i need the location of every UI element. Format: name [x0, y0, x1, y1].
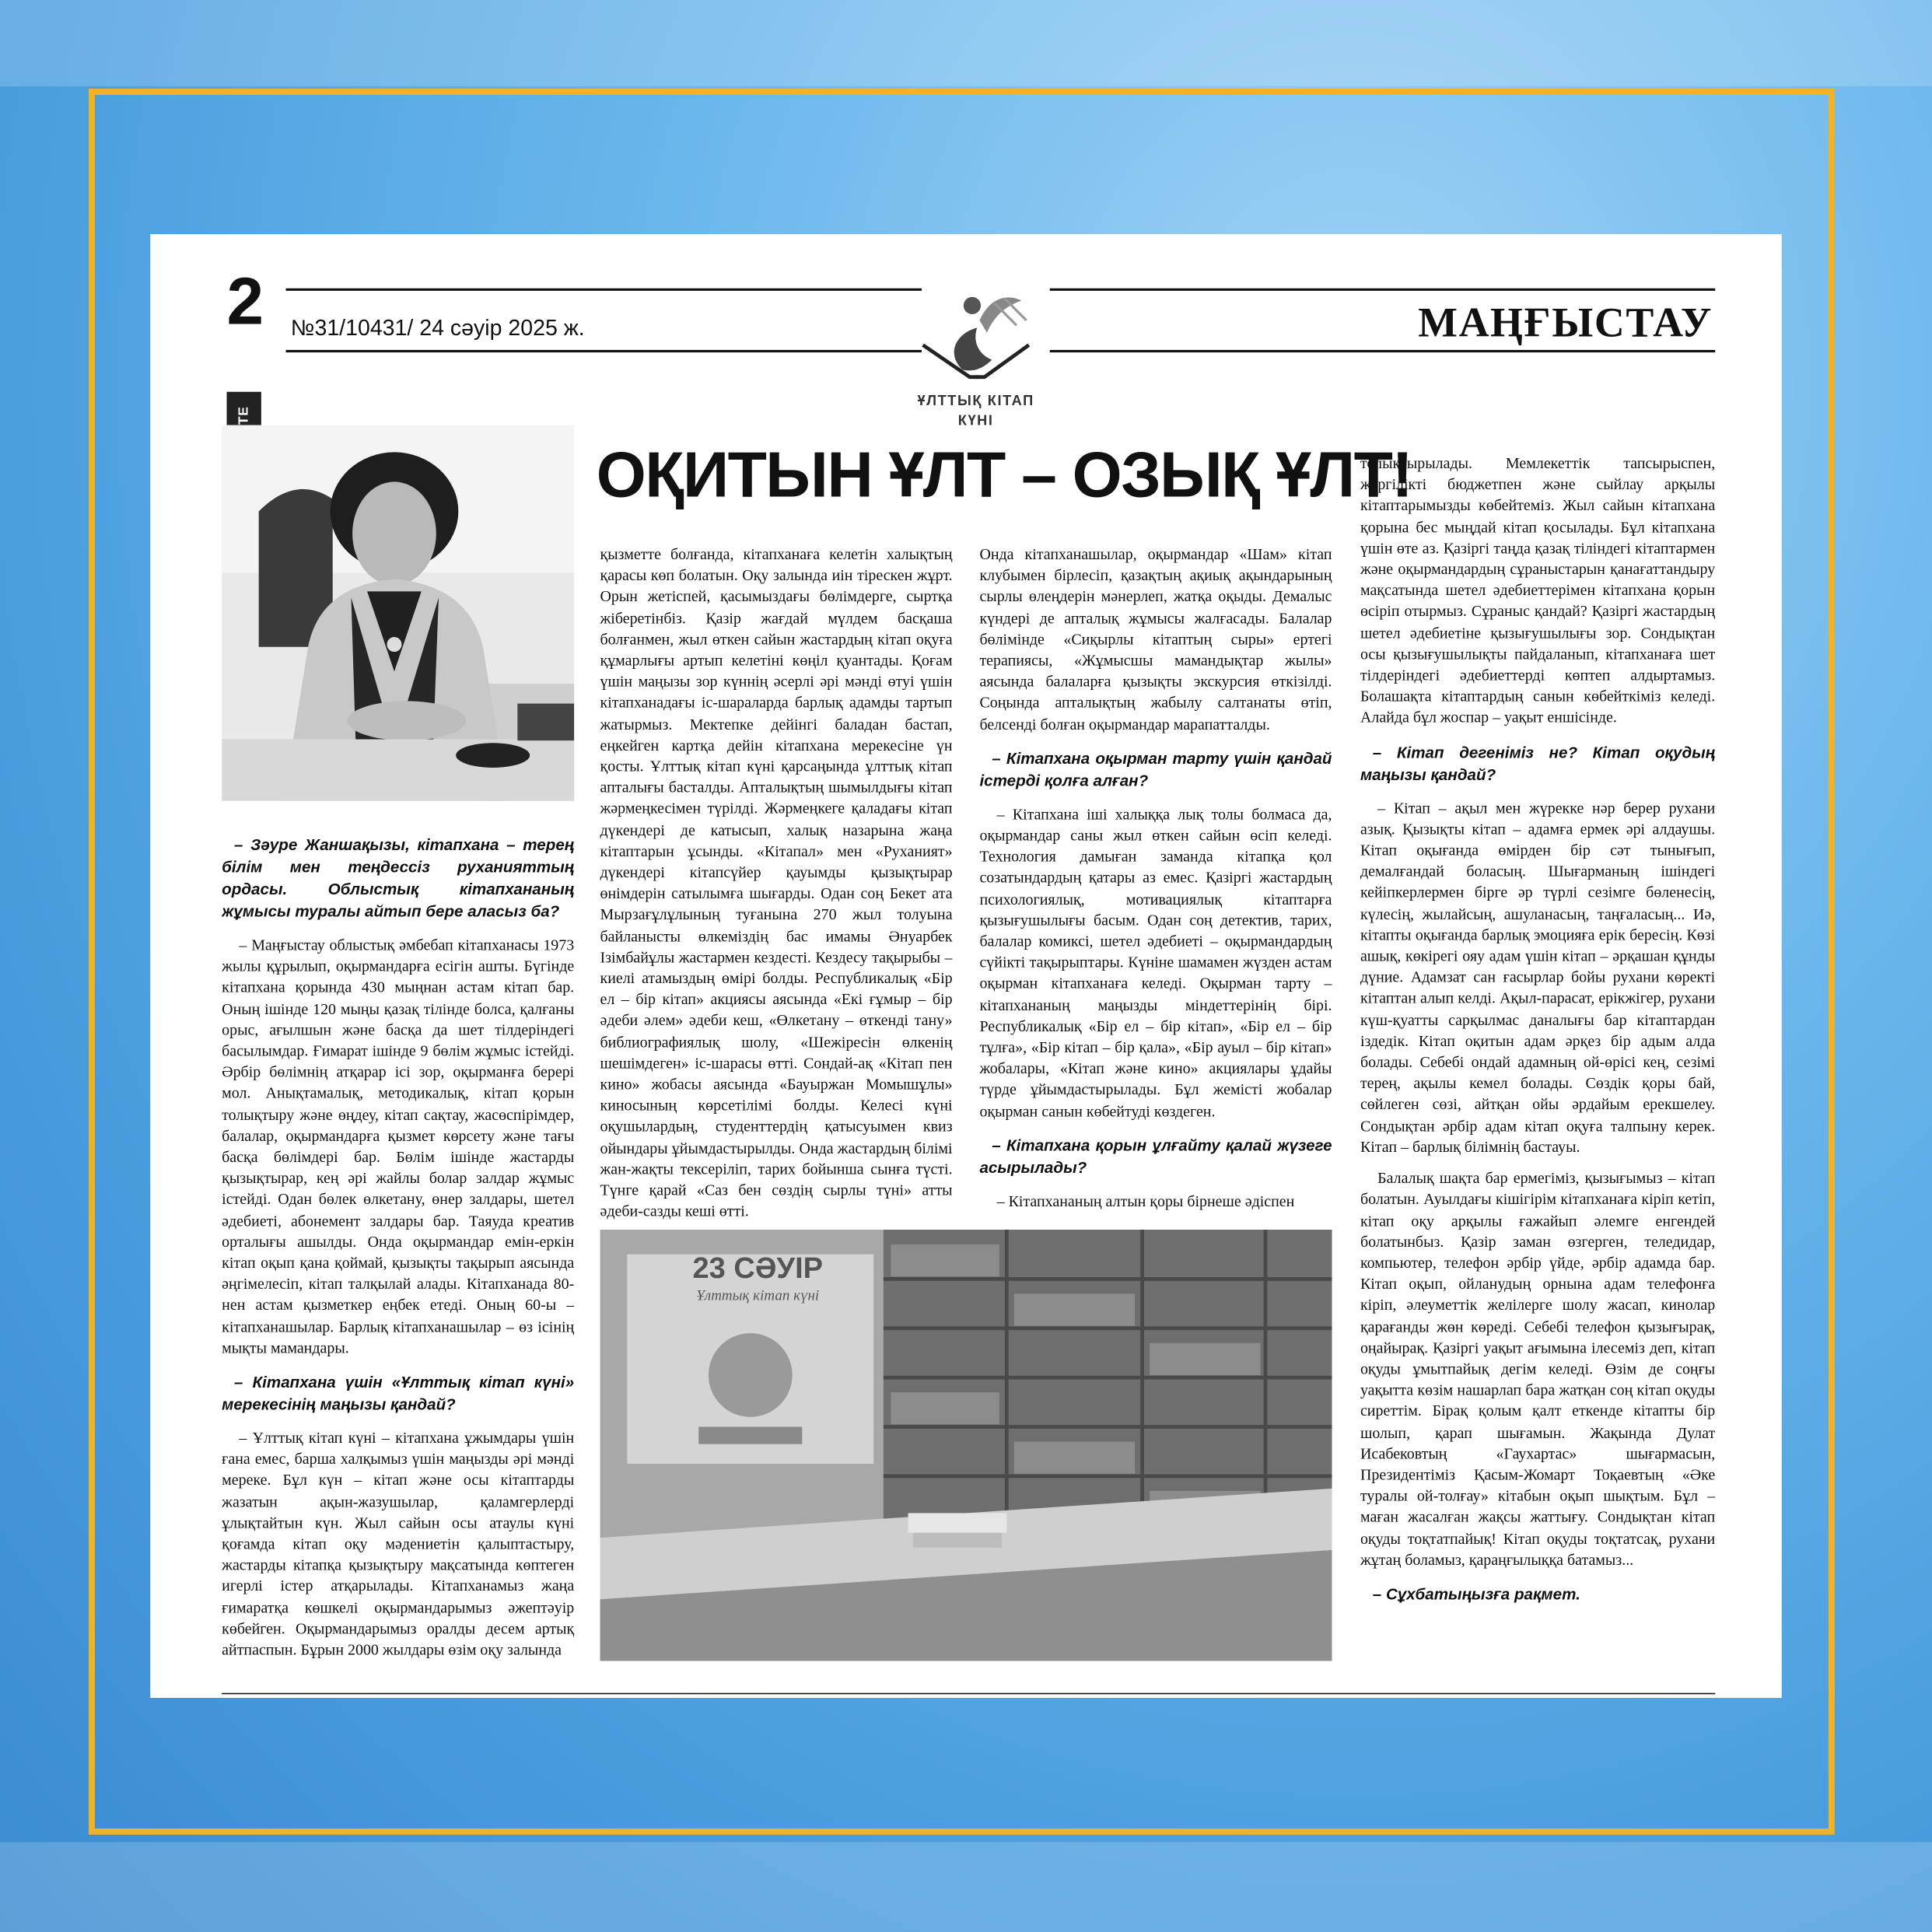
headline: ОҚИТЫН ҰЛТ – ОЗЫҚ ҰЛТ!: [596, 439, 1412, 512]
paragraph: Онда кітапханашылар, оқырмандар «Шам» кітап клубымен бірлесіп, қазақтың ақиық ақындарының сырлы өлеңдерін мәнерлеп, жатқа оқыды. Демалыс күндері де апталық жұмысы жалғасады. Балалар бөлімінде «Сиқырлы кітаптың сыры» ертегі терапиясы, «Жұмысшы мамандықтар жылы» аясында балаларға қызықты экскурсия өткізілді. Соңында апталықтың жабылу салтанаты өтіп, белсенді болған оқырмандар марапатталды.: [979, 545, 1332, 733]
background-haze: [0, 0, 1932, 86]
logo-line-1: ҰЛТТЫҚ КІТАП: [917, 394, 1034, 409]
issue-line: №31/10431/ 24 сәуір 2025 ж.: [290, 315, 585, 341]
newspaper-page: [150, 234, 1781, 1698]
poster-title: 23 СӘУІР: [692, 1251, 824, 1286]
background-haze: [0, 1842, 1932, 1932]
paragraph: – Кітапхана іші халыққа лық толы болмаса да, оқырмандар саны жыл өткен сайын өсіп келеді. Технология дамыған заманда кітапқа қол созатындардың қатары аз емес. Қазіргі жастардың психологиялық, мотивациялық кітаптарға қызығушылығы басым. Одан соң детектив, тарих, балалар комиксі, шетел әдебиеті – оқырмандардың сүйікті тақырыптары. Күніне шамамен жүзден астам оқырман кітапханаға келеді. Оқырман тарту – кітапхананың маңызды міндеттерінің бірі. Республикалық «Бір ел – бір кітап», «Бір ел – бір тұлға», «Бір кітап – бір қала», «Бір ауыл – бір кітап» жобалары, «Кітап және кино» акциялары ұдайы түрде ұйымдастырылады. Бұл жемісті жобалар оқырман санын көбейтуді көздеген.: [979, 805, 1332, 1120]
footer-rule: [222, 1693, 1715, 1695]
paragraph: – Ұлттық кітап күні – кітапхана ұжымдары үшін ғана емес, барша халқымыз үшін маңызды әрі мәнді мереке. Бұл күн – кітап және осы кітаптарды жазатын ақын-жазушылар, қаламгерлерді ұлықтайтын күн. Жыл сайын осы атаулы күні қоғамда кітап оқу мәдениетін қалыптастыру, жастарды кітапқа қызықтыру мақсатында көптеген игерлі істер атқарылады. Кітапханамыз жаңа ғимаратқа көшкелі оқырмандарымыз әжептәуір көбейген. Оқырмандарымыз оралды десем артық айтпаспын. Бұрын 2000 жылдары өзім оқу залында: [222, 1429, 575, 1659]
article-column-2: [600, 544, 953, 1220]
question: – Кітапхана үшін «Ұлттық кітап күні» мерекесінің маңызы қандай?: [222, 1372, 575, 1414]
paragraph: – Кітапхананың алтын қоры бірнеше әдіспен: [996, 1192, 1295, 1210]
paragraph: толықтырылады. Мемлекеттік тапсырыспен, жергілікті бюджетпен және сыйлау арқылы кітаптарымызды көбейтеміз. Жыл сайын кітапхана қорына бес мыңдай кітап қосылады. Бұл кітапхана үшін өте аз. Қазіргі таңда қазақ тіліндегі кітаптармен және оқырмандардың сұраныстарын қанағаттандыру мақсатында шетел әдебиеттерімен кітапхана қорын өсіріп отырмыз. Сұраныс қандай? Қазіргі жастардың шетел әдебиетіне қызығушылығы зор. Сондықтан осы қызығушылықты пайдаланып, кітапханаға шет тілдеріндегі әдебиеттерді көптеп алдыртамыз. Болашақта кітаптардың санын көбейткіміз келеді. Алайда бұл жоспар – уақыт еншісінде.: [1360, 454, 1716, 726]
article-column-1: [222, 822, 574, 1672]
paragraph: – Маңғыстау облыстық әмбебап кітапханасы 1973 жылы құрылып, оқырмандарға есігін ашты. Бүгінде кітапхана қорында 430 мыңнан астам кітап бар. Оның ішінде 120 мыңы қазақ тілінде болса, қалғаны орыс, ағылшын және басқа да шет тілдеріндегі басылымдар. Ғимарат ішінде 9 бөлім жұмыс істейді. Әрбір бөлімнің атқарар ісі зор, оқырманға берері мол. Анықтамалық, методикалық, кітап қорын толықтыру және өңдеу, кітап сақтау, жасөспірімдер, балалар, оқырмандарға қызмет көрсету және тағы басқа бөлімдері бар. Бөлім ішінде жастарды қызықтырар, кең әрі жайлы болар залдар жұмыс істейді. Одан бөлек өлкетану, өнер залдары, шетел әдебиеті, абонемент залдары бар. Таяуда креатив орталығы ашылды. Онда оқырмандар емін-еркін кітап оқып қана қоймай, қызықты тақырып аясында әңгімелесіп, кітап талқылай алады. Кітапханада 80-нен астам қызметкер еңбек етеді. Оның 60-ы – кітапханашылар. Барлық кітапханашылар – өз ісінің мықты мамандары.: [222, 936, 575, 1356]
question: – Кітапхана оқырман тарту үшін қандай істерді қолға алған?: [979, 748, 1332, 790]
paragraph: – Кітап – ақыл мен жүрекке нәр берер рухани азық. Қызықты кітап – адамға ермек әрі алдаушы. Кітап оқығанда өмірден бір сәт тынығып, демалғандай боласың. Шығарманың ішіндегі кейіпкерлермен бірге әр түрлі сезімге бөленесің, күлесің, жылайсың, ашуланасың, таңғаласың... Иә, кітапты оқығанда барлық эмоцияға ерік бересің. Көзі ашық, көкірегі ояу адам үшін кітап – әрқашан құнды дүние. Адамзат сан ғасырлар бойы рухани көректі кітаптан алып келді. Ақыл-парасат, ерікжігер, рухани күш-қуатты сарқылмас даналығы бар кітаптардан іздедік. Кітап оқитын адам әрқез бір адым алда болады. Себебі ондай адамның ой-өрісі кең, сезімі терең, ақылы кемел болады. Сөздік қоры бай, сөйлеген сөзі, айтқан ойы әрдайым ерекшелеу. Сондықтан әрбір адам кітап оқуға талпыну керек. Кітап – барлық білімнің бастауы.: [1360, 799, 1716, 1156]
header-rule-bottom-right: [1050, 350, 1715, 352]
masthead: МАҢҒЫСТАУ: [1418, 300, 1713, 347]
portrait-photo: [222, 425, 574, 801]
logo-line-2: КҮНІ: [957, 413, 994, 429]
poster-subtitle: Ұлттық кітап күні: [696, 1286, 820, 1304]
paragraph: Балалық шақта бар ермегіміз, қызығымыз – кітап болатын. Ауылдағы кішігірім кітапханаға кіріп кетіп, кітап оқу арқылы ғажайып әлемге енгендей болатынбыз. Қазір заман өзгерген, теледидар, компьютер, телефон әрбір үйде, әрбір адамда бар. Кітап оқып, ойланудың орнына адам телефонға кіріп, әлеуметтік желілерге шолу жасап, кинолар қарағанды жөн көреді. Себебі телефон қызығырақ, оңайырақ. Қазіргі уақыт ағымына ілесеміз деп, кітап оқуды ұмытпайық дегім келеді. Өзім де соңғы уақытта көзім нашарлап бара жатқан соң кітап оқуды сиреттім. Бірақ қолым қалт еткенде кітапты бір шолып, қарап шығамын. Жақында Дулат Исабековтың «Гаухартас» шығармасын, Президентіміз Қасым-Жомарт Тоқаевтың «Әке туралы ой-толғау» кітабын оқып шықтым. Бұл – маған жасалған жақсы жаттығу. Сондықтан кітап оқуды тоқтатпайық! Кітап оқуды тоқтатсақ, рухани жұтаң боламыз, қараңғылыққа батамыз...: [1360, 1169, 1716, 1569]
header-rule-top-right: [1050, 289, 1715, 291]
question: – Зәуре Жаншақызы, кітапхана – терең білім мен теңдессіз руханияттың ордасы. Облыстық кітапхананың жұмысы туралы айтып бере аласыз ба?: [222, 835, 575, 921]
question: – Кітап дегеніміз не? Кітап оқудың маңызы қандай?: [1360, 742, 1716, 783]
question: – Кітапхана қорын ұлғайту қалай жүзеге асырылады?: [979, 1136, 1332, 1177]
closing-line: – Сұхбатыңызға рақмет.: [1372, 1584, 1580, 1603]
book-logo-icon: [908, 283, 1044, 387]
header-rule-bottom: [286, 350, 922, 352]
page-number: 2: [226, 264, 264, 339]
paragraph: қызметте болғанда, кітапханаға келетін халықтың қарасы көп болатын. Оқу залында иін тірескен жұрт. Орын жетіспей, қасымыздағы бөлімдерге, сыртқа жіберетінбіз. Қазір жағдай мүлдем басқаша болғанмен, жыл өткен сайын жастардың кітап оқуға құмарлығы артып келетіні көңіл қуантады. Қоғам үшін маңызы зор күннің әсерлі әрі мәнді өтуі үшін кітапханадағы іс-шараларда барлық адамды тартып жатырмыз. Мектепке дейінгі баладан бастап, еңкейген картқа дейін кітапхана мерекесіне үн қосты. Ұлттық кітап күні қарсаңында ұлттық кітап апталығы басталды. Апталықтың шымылдығы кітап жәрмеңкесімен түрілді. Жәрмеңкеге қаладағы кітап дүкендері де катысып, халық назарына жаңа кітаптарын ұсынды. «Кітапал» мен «Руханият» дүкендері кітапсүйер қауымды қызықтырар өнімдерін сатылымға шығарды. Одан соң Бекет ата Мырзағұлұлының туғанына 270 жыл толуына байланысты өлкеміздің бас имамы Әнуарбек Ізімбайұлы жастармен кездесті. Кездесу тақырыбы – киелі атамыздың өмірі болды. Республикалық «Бір ел – бір кітап» акциясы аясында «Екі ғұмыр – бір әдеби әлем» әдеби кеш, «Өлкетану – өткенді тану» библиографиялық шолу, «Шежіресін өлкенің шешімдеген» іс-шарасы өтті. Сондай-ақ «Кітап пен кино» жобасы аясында «Бауыржан Момышұлы» киносының көрсетілімі болды. Келесі күні оқушылардың, студенттердің қатысуымен квиз ойындары ұйымдастырылды. Онда жастардың білімі жан-жақты тексеріліп, тарих бойынша сынға түсті. Түнге қарай «Саз бен сөздің сырлы түні» атты әдеби-сазды кеші өтті.: [600, 545, 953, 1220]
header-rule-top: [286, 289, 922, 291]
article-column-3: [979, 544, 1332, 1220]
national-book-day-logo: [908, 283, 1044, 439]
article-column-4: [1360, 453, 1715, 1666]
